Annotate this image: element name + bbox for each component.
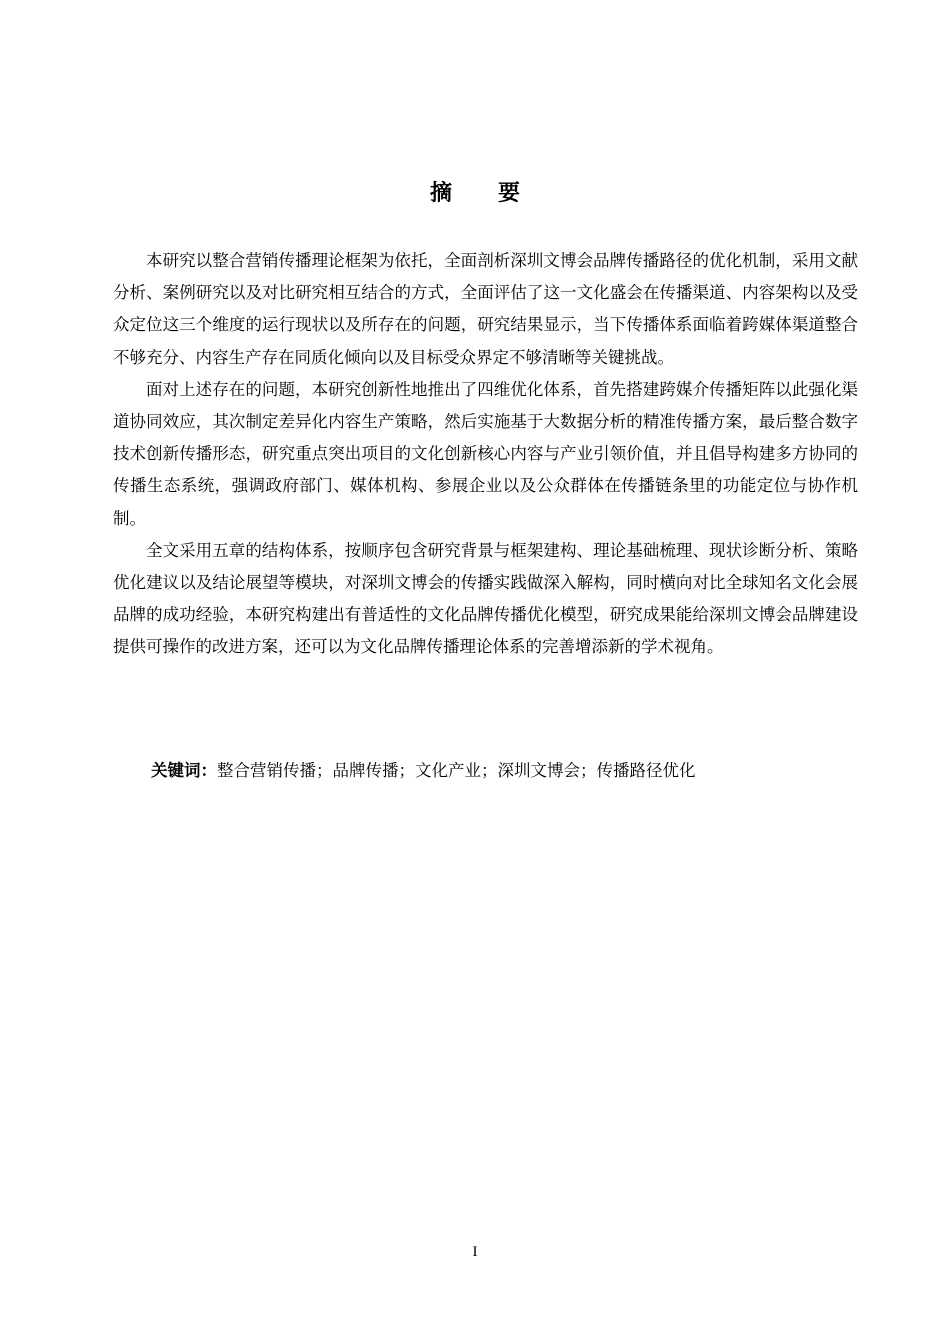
- keywords-line: [151, 755, 858, 787]
- abstract-paragraph-3: 全文采用五章的结构体系，按顺序包含研究背景与框架建构、理论基础梳理、现状诊断分析、策略优化建议以及结论展望等模块，对深圳文博会的传播实践做深入解构，同时横向对比全球知名文化会展品牌的成功经验，本研究构建出有普适性的文化品牌传播优化模型，研究成果能给深圳文博会品牌建设提供可操作的改进方案，还可以为文化品牌传播理论体系的完善增添新的学术视角。: [113, 540, 858, 657]
- abstract-paragraph-2: 面对上述存在的问题，本研究创新性地推出了四维优化体系，首先搭建跨媒介传播矩阵以此强化渠道协同效应，其次制定差异化内容生产策略，然后实施基于大数据分析的精准传播方案，最后整合数字技术创新传播形态，研究重点突出项目的文化创新核心内容与产业引领价值，并且倡导构建多方协同的传播生态系统，强调政府部门、媒体机构、参展企业以及公众群体在传播链条里的功能定位与协作机制。: [113, 379, 858, 528]
- abstract-title-char-1: 摘: [429, 181, 452, 206]
- keywords-text: 整合营销传播；品牌传播；文化产业；深圳文博会；传播路径优化: [217, 761, 696, 780]
- keywords-label: 关键词：: [151, 761, 217, 780]
- abstract-body: [113, 245, 858, 664]
- abstract-title: [0, 178, 950, 210]
- page-number: I: [472, 1244, 478, 1260]
- abstract-paragraph-1: 本研究以整合营销传播理论框架为依托，全面剖析深圳文博会品牌传播路径的优化机制，采用文献分析、案例研究以及对比研究相互结合的方式，全面评估了这一文化盛会在传播渠道、内容架构以及受众定位这三个维度的运行现状以及所存在的问题，研究结果显示，当下传播体系面临着跨媒体渠道整合不够充分、内容生产存在同质化倾向以及目标受众界定不够清晰等关键挑战。: [113, 251, 858, 367]
- abstract-title-char-2: 要: [498, 181, 521, 206]
